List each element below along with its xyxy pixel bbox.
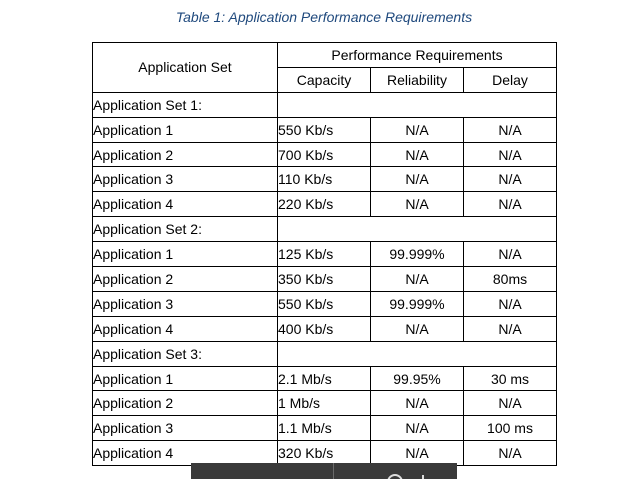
capacity-cell: 1.1 Mb/s [278, 416, 371, 441]
reliability-header: Reliability [371, 67, 464, 92]
capacity-header: Capacity [278, 67, 371, 92]
reliability-cell: 99.999% [371, 242, 464, 267]
group-row [93, 341, 557, 366]
bar-divider [333, 463, 334, 479]
delay-cell: 30 ms [464, 366, 557, 391]
reliability-cell: 99.95% [371, 366, 464, 391]
delay-cell: N/A [464, 117, 557, 142]
reliability-cell: N/A [371, 441, 464, 466]
performance-requirements-header: Performance Requirements [278, 43, 557, 68]
reliability-cell: N/A [371, 416, 464, 441]
reliability-cell: N/A [371, 267, 464, 292]
application-name-cell: Application 1 [93, 242, 278, 267]
application-name-cell: Application 2 [93, 267, 278, 292]
application-name-cell: Application 3 [93, 167, 278, 192]
delay-cell: N/A [464, 142, 557, 167]
group-blank-cell [278, 217, 557, 242]
capacity-cell: 320 Kb/s [278, 441, 371, 466]
application-set-header: Application Set [93, 43, 278, 93]
capacity-cell: 220 Kb/s [278, 192, 371, 217]
table-row [93, 391, 557, 416]
delay-cell: N/A [464, 192, 557, 217]
application-name-cell: Application 2 [93, 142, 278, 167]
application-name-cell: Application 4 [93, 192, 278, 217]
application-name-cell: Application 3 [93, 416, 278, 441]
delay-cell: 80ms [464, 267, 557, 292]
capacity-cell: 110 Kb/s [278, 167, 371, 192]
delay-cell: N/A [464, 242, 557, 267]
application-name-cell: Application 4 [93, 316, 278, 341]
table-row [93, 441, 557, 466]
cursor-mark [422, 475, 424, 479]
reliability-cell: N/A [371, 192, 464, 217]
table-row [93, 416, 557, 441]
table-row [93, 316, 557, 341]
capacity-cell: 1 Mb/s [278, 391, 371, 416]
application-name-cell: Application 1 [93, 117, 278, 142]
reliability-cell: N/A [371, 391, 464, 416]
table-row [93, 291, 557, 316]
delay-cell: N/A [464, 167, 557, 192]
delay-cell: N/A [464, 291, 557, 316]
reliability-cell: 99.999% [371, 291, 464, 316]
table-row [93, 142, 557, 167]
application-name-cell: Application 2 [93, 391, 278, 416]
bottom-overlay-bar[interactable] [191, 463, 457, 479]
table-caption: Table 1: Application Performance Requirements [175, 9, 473, 25]
table-row [93, 117, 557, 142]
delay-cell: N/A [464, 316, 557, 341]
group-label: Application Set 2: [93, 217, 278, 242]
application-name-cell: Application 3 [93, 291, 278, 316]
delay-cell: N/A [464, 391, 557, 416]
reliability-cell: N/A [371, 167, 464, 192]
group-row [93, 92, 557, 117]
application-name-cell: Application 4 [93, 441, 278, 466]
table-row [93, 366, 557, 391]
table-header-row [93, 43, 557, 68]
capacity-cell: 700 Kb/s [278, 142, 371, 167]
group-blank-cell [278, 92, 557, 117]
performance-requirements-table [92, 42, 557, 466]
delay-cell: 100 ms [464, 416, 557, 441]
delay-header: Delay [464, 67, 557, 92]
capacity-cell: 550 Kb/s [278, 117, 371, 142]
group-row [93, 217, 557, 242]
table-row [93, 242, 557, 267]
delay-cell: N/A [464, 441, 557, 466]
capacity-cell: 125 Kb/s [278, 242, 371, 267]
capacity-cell: 400 Kb/s [278, 316, 371, 341]
search-icon[interactable] [387, 474, 403, 479]
table-row [93, 167, 557, 192]
group-blank-cell [278, 341, 557, 366]
group-label: Application Set 1: [93, 92, 278, 117]
application-name-cell: Application 1 [93, 366, 278, 391]
capacity-cell: 350 Kb/s [278, 267, 371, 292]
reliability-cell: N/A [371, 316, 464, 341]
reliability-cell: N/A [371, 142, 464, 167]
table-row [93, 267, 557, 292]
capacity-cell: 2.1 Mb/s [278, 366, 371, 391]
reliability-cell: N/A [371, 117, 464, 142]
table-row [93, 192, 557, 217]
group-label: Application Set 3: [93, 341, 278, 366]
capacity-cell: 550 Kb/s [278, 291, 371, 316]
